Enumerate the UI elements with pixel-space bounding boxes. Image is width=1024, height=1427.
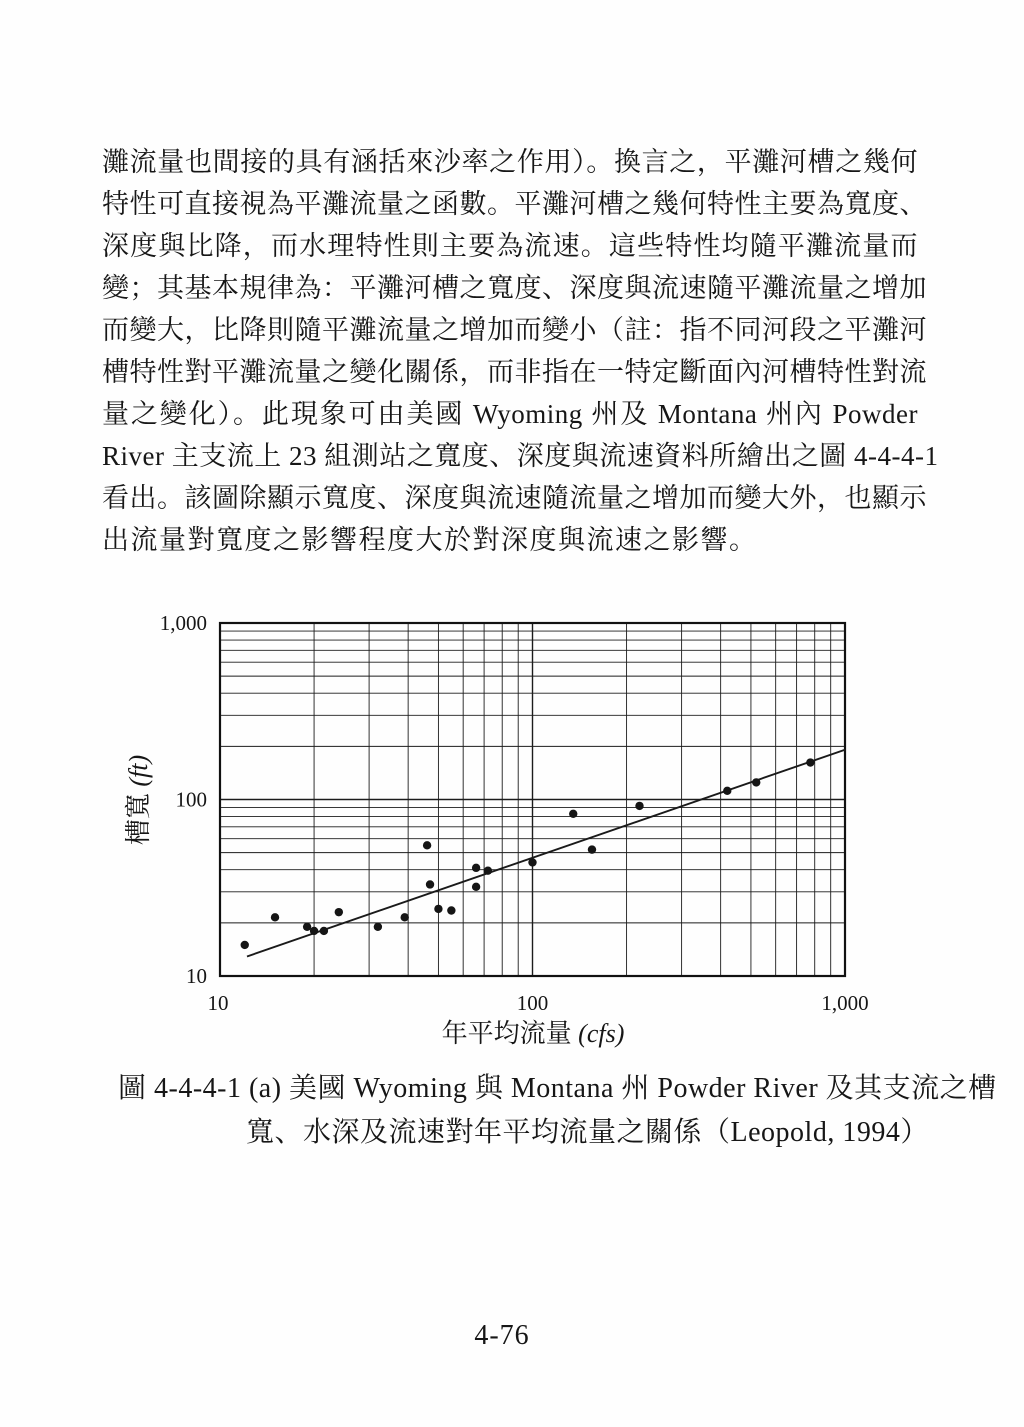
data-point (484, 867, 492, 875)
data-point (528, 858, 536, 866)
data-point (806, 758, 814, 766)
body-text-line: 而變大，比降則隨平灘流量之增加而變小（註：指不同河段之平灘河 (102, 315, 927, 345)
body-text-line: 變；其基本規律為：平灘河槽之寬度、深度與流速隨平灘流量之增加 (102, 273, 927, 303)
y-tick-label: 1,000 (159, 611, 207, 635)
data-point (447, 906, 455, 914)
y-axis-title: 槽寬 (ft) (124, 754, 153, 846)
data-point (374, 923, 382, 931)
y-tick-label: 10 (186, 964, 207, 988)
data-point (310, 927, 318, 935)
body-text-line: 槽特性對平灘流量之變化關係，而非指在一特定斷面內河槽特性對流 (102, 357, 927, 387)
body-text-line: 量之變化）。此現象可由美國 Wyoming 州及 Montana 州內 Powder (102, 399, 918, 429)
data-point (401, 913, 409, 921)
body-text-line: 灘流量也間接的具有涵括來沙率之作用）。換言之，平灘河槽之幾何 (102, 147, 918, 177)
body-text-line: 深度與比降，而水理特性則主要為流速。這些特性均隨平灘流量而 (102, 231, 918, 261)
data-point (426, 880, 434, 888)
data-point (434, 905, 442, 913)
data-point (569, 810, 577, 818)
body-text-line: 看出。該圖除顯示寬度、深度與流速隨流量之增加而變大外，也顯示 (102, 483, 927, 513)
data-point (752, 778, 760, 786)
figure-4-4-4-1a (0, 600, 1024, 1070)
data-point (472, 883, 480, 891)
data-point (472, 864, 480, 872)
page-number: 4-76 (474, 1320, 530, 1351)
data-point (723, 787, 731, 795)
data-point (635, 802, 643, 810)
scatter-plot (0, 600, 1024, 1070)
data-point (241, 941, 249, 949)
y-tick-label: 100 (175, 787, 207, 812)
figure-caption-line2: 寬、水深及流速對年平均流量之關係（Leopold, 1994） (246, 1117, 929, 1148)
body-text-line: River 主支流上 23 組測站之寬度、深度與流速資料所繪出之圖 4-4-4-1 (102, 441, 939, 471)
data-point (588, 845, 596, 853)
body-text-line: 出流量對寬度之影響程度大於對深度與流速之影響。 (102, 525, 758, 555)
data-point (423, 841, 431, 849)
x-tick-label: 1,000 (821, 991, 869, 1015)
figure-caption-line1: 圖 4-4-4-1 (a) 美國 Wyoming 與 Montana 州 Powder River 及其支流之槽 (118, 1073, 997, 1104)
data-point (335, 908, 343, 916)
x-axis-title: 年平均流量 (cfs) (441, 1019, 625, 1048)
x-tick-label: 10 (207, 991, 229, 1015)
paragraph (102, 141, 939, 561)
data-point (320, 927, 328, 935)
x-tick-label: 100 (516, 991, 549, 1015)
data-point (271, 913, 279, 921)
body-text-line: 特性可直接視為平灘流量之函數。平灘河槽之幾何特性主要為寬度、 (102, 189, 927, 219)
